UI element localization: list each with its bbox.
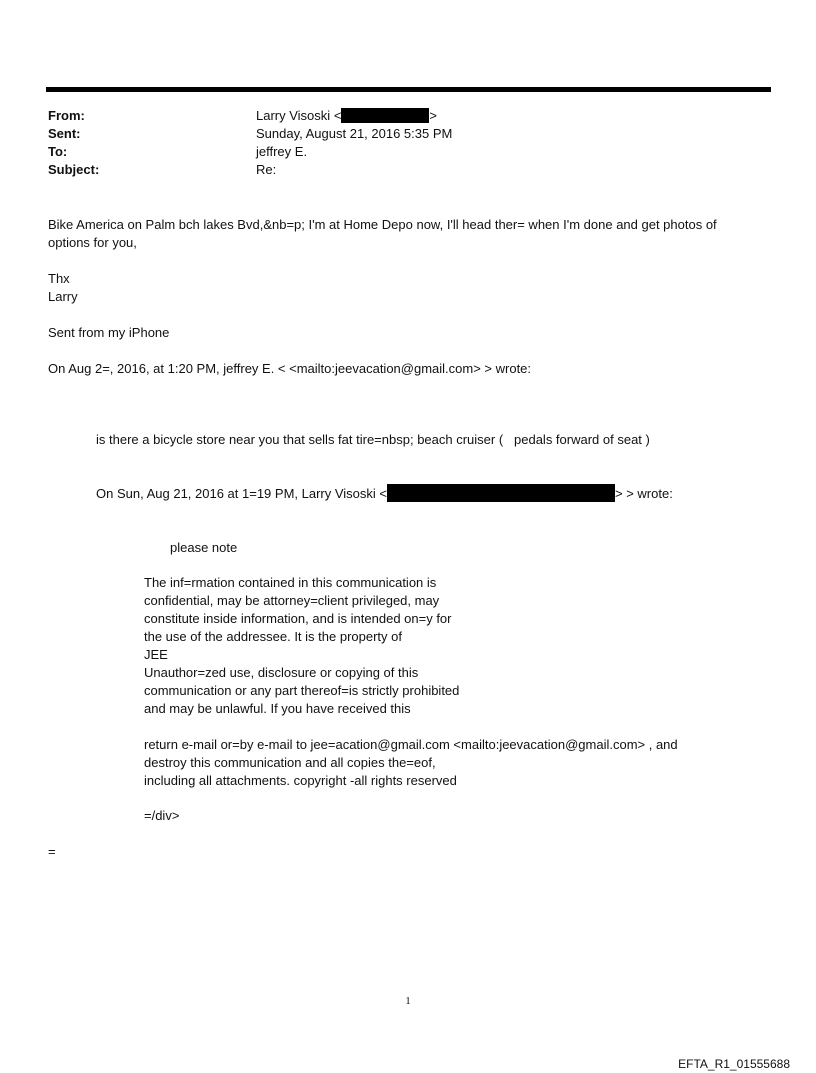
from-close: > (429, 108, 437, 123)
redaction-block (387, 484, 615, 502)
sent-label: Sent: (48, 126, 81, 141)
disclaimer-line: constitute inside information, and is intended on=y for (144, 611, 452, 626)
disclaimer-line: and may be unlawful. If you have received this (144, 701, 411, 716)
quote2-suffix: > > wrote: (615, 486, 673, 501)
sent-value: Sunday, August 21, 2016 5:35 PM (256, 126, 453, 141)
from-name: Larry Visoski (256, 108, 331, 123)
please-note-text: please note (170, 540, 238, 555)
equals-text: = (48, 844, 56, 859)
quote-header-1: On Aug 2=, 2016, at 1:20 PM, jeffrey E. < <mailto:jeevacation@gmail.com> > wrote: (48, 361, 532, 376)
disclaimer-line: confidential, may be attorney=client privileged, may (144, 593, 440, 608)
header-rule (46, 87, 771, 92)
quote2-prefix: On Sun, Aug 21, 2016 at 1=19 PM, Larry Visoski < (96, 486, 387, 501)
from-open: < (333, 108, 342, 123)
disclaimer-line: JEE (144, 647, 168, 662)
signature-name: Larry (48, 289, 78, 304)
disclaimer-line: The inf=rmation contained in this communication is (144, 575, 437, 590)
quote-header-2 (96, 484, 673, 503)
question-text: is there a bicycle store near you that sells fat tire=nbsp; beach cruiser ( pedals forward of seat ) (96, 432, 650, 447)
subject-label: Subject: (48, 162, 100, 177)
return-line: destroy this communication and all copies the=eof, (144, 755, 436, 770)
disclaimer-line: Unauthor=zed use, disclosure or copying of this (144, 665, 419, 680)
return-line: including all attachments. copyright -all rights reserved (144, 773, 457, 788)
body-line-1: Bike America on Palm bch lakes Bvd,&nb=p; I'm at Home Depo now, I'll head ther= when I'm done and get photos of (48, 217, 717, 232)
thx-text: Thx (48, 271, 70, 286)
sent-from-text: Sent from my iPhone (48, 325, 170, 340)
to-label: To: (48, 144, 68, 159)
to-value: jeffrey E. (256, 144, 308, 159)
div-close-text: =/div> (144, 808, 180, 823)
return-line: return e-mail or=by e-mail to jee=acation@gmail.com <mailto:jeevacation@gmail.com> , and (144, 737, 678, 752)
from-label: From: (48, 108, 85, 123)
subject-value: Re: (256, 162, 277, 177)
body-line-2: options for you, (48, 235, 137, 250)
redaction-block (341, 108, 429, 123)
page-number: 1 (405, 995, 411, 1007)
disclaimer-line: the use of the addressee. It is the property of (144, 629, 402, 644)
from-value (256, 107, 437, 125)
bates-number: EFTA_R1_01555688 (678, 1057, 790, 1071)
disclaimer-line: communication or any part thereof=is strictly prohibited (144, 683, 460, 698)
